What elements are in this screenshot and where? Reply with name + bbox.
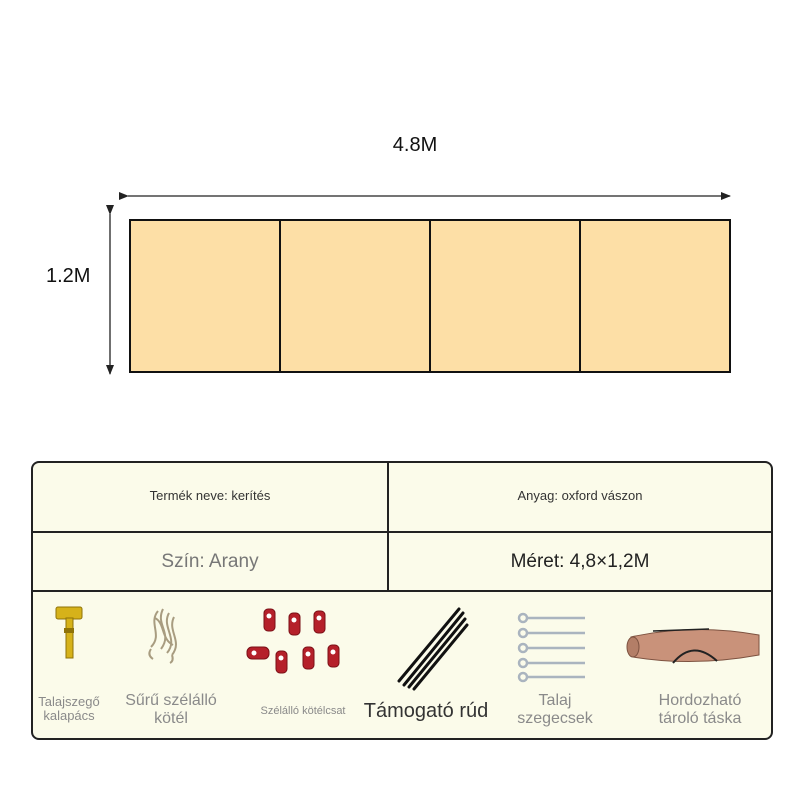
spec-table [31,461,773,740]
fence-panel [580,220,730,372]
rope-buckle-icon [247,609,339,673]
hammer-icon [56,607,82,658]
height-label: 1.2M [46,265,91,287]
rope-label: Sűrű szélálló kötél [125,692,217,727]
material: Anyag: oxford vászon [517,487,643,503]
support-pole-icon [399,609,467,689]
fence-panel [280,220,430,372]
size-spec: Méret: 4,8×1,2M [510,550,650,572]
fence-panel [430,220,580,372]
ground-stake-icon [519,614,585,681]
width-label: 4.8M [392,134,438,156]
hammer-label: Talajszegő kalapács [38,694,100,724]
fence-panel [130,220,280,372]
product-name: Termék neve: kerítés [149,487,271,503]
storage-bag-label: Hordozható tároló táska [658,692,742,727]
rope-icon [149,609,176,663]
storage-bag-icon [627,629,759,663]
support-pole-label: Támogató rúd [363,700,489,722]
rope-buckle-label: Szélálló kötélcsat [260,705,346,717]
ground-stake-label: Talaj szegecsek [517,692,593,727]
color-spec: Szín: Arany [161,550,259,572]
